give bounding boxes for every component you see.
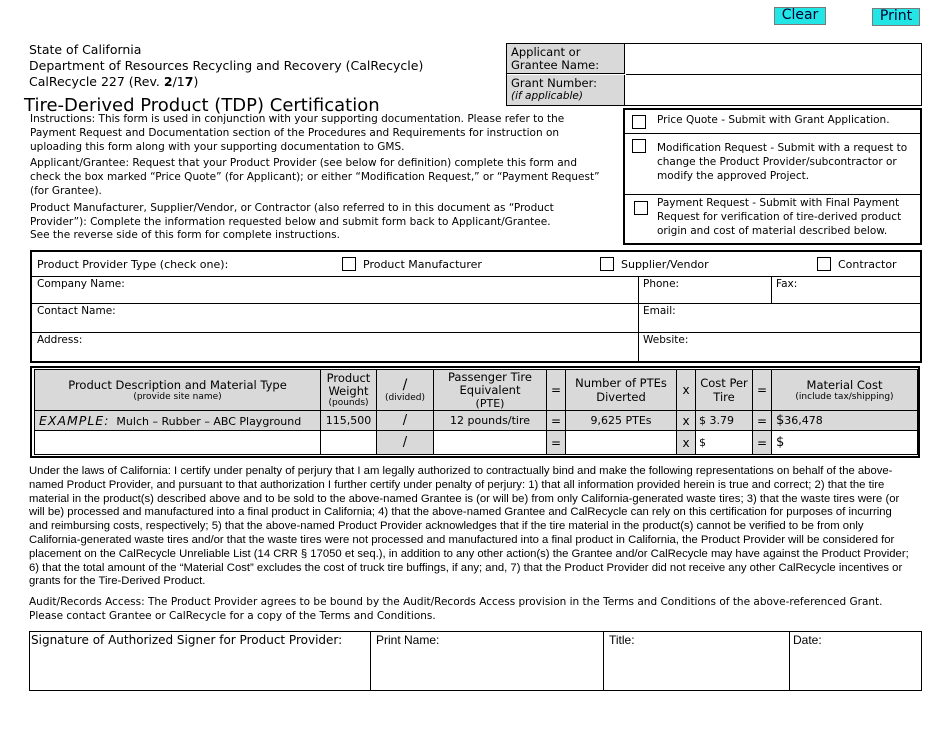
address-label: Address: bbox=[37, 334, 83, 346]
header-department: Department of Resources Recycling and Recovery (CalRecycle) bbox=[29, 58, 424, 73]
example-label: EXAMPLE: bbox=[39, 413, 110, 428]
header-divided bbox=[377, 370, 434, 411]
entry-material-cost-field[interactable]: $ bbox=[772, 431, 918, 455]
applicant-name-field[interactable] bbox=[626, 44, 921, 75]
table-header-row bbox=[35, 370, 918, 411]
grant-number-field[interactable] bbox=[626, 75, 921, 105]
website-label: Website: bbox=[643, 334, 689, 346]
example-number-ptes: 9,625 PTEs bbox=[566, 411, 677, 431]
phone-field[interactable] bbox=[639, 277, 772, 304]
request-payment bbox=[625, 195, 920, 243]
example-row bbox=[35, 411, 918, 431]
email-label: Email: bbox=[643, 305, 676, 317]
example-desc-text: Mulch – Rubber – ABC Playground bbox=[116, 415, 302, 428]
website-field[interactable] bbox=[639, 333, 920, 361]
price-quote-checkbox[interactable] bbox=[632, 115, 646, 129]
header-weight-sub: (pounds) bbox=[328, 398, 369, 408]
header-mat-sub: (include tax/shipping) bbox=[795, 392, 894, 402]
entry-weight-field[interactable] bbox=[321, 431, 377, 455]
header-state: State of California bbox=[29, 42, 142, 57]
date-label: Date: bbox=[793, 633, 822, 647]
example-material-cost bbox=[772, 411, 918, 431]
entry-times: x bbox=[677, 431, 696, 455]
payment-request-label: Payment Request - Submit with Final Payment Request for verification of tire-derived product origin and cost of material described below. bbox=[657, 197, 902, 237]
entry-pte-field[interactable] bbox=[434, 431, 547, 455]
header-product-description bbox=[35, 370, 321, 411]
grant-number-text: Grant Number: bbox=[511, 76, 598, 90]
company-name-label: Company Name: bbox=[37, 278, 125, 290]
example-weight: 115,500 bbox=[321, 411, 377, 431]
header-product-weight bbox=[321, 370, 377, 411]
entry-number-ptes-field[interactable] bbox=[566, 431, 677, 455]
signature-label: Signature of Authorized Signer for Product Provider: bbox=[31, 633, 343, 647]
applicant-name-label: Applicant or Grantee Name: bbox=[507, 44, 625, 74]
example-times: x bbox=[677, 411, 696, 431]
phone-label: Phone: bbox=[643, 278, 680, 290]
supplier-vendor-checkbox[interactable] bbox=[600, 257, 614, 271]
fax-field[interactable] bbox=[772, 277, 920, 304]
header-div-sub: (divided) bbox=[384, 393, 426, 403]
header-pte-text: Passenger Tire Equivalent bbox=[448, 369, 532, 397]
material-cost-table bbox=[30, 366, 920, 458]
example-cost: $ 3.79 bbox=[696, 411, 753, 431]
header-equals-2: = bbox=[753, 370, 772, 411]
header-desc-text: Product Description and Material Type bbox=[68, 378, 287, 392]
example-mat-value: 36,478 bbox=[784, 414, 823, 427]
provider-type-row bbox=[32, 252, 920, 277]
title-field[interactable] bbox=[604, 632, 790, 690]
entry-row bbox=[35, 431, 918, 455]
modification-request-label: Modification Request - Submit with a request to change the Product Provider/subcontractor or modify the approved Project. bbox=[657, 142, 908, 182]
modification-request-checkbox[interactable] bbox=[632, 139, 646, 153]
grant-number-label bbox=[507, 75, 625, 105]
supplier-vendor-label: Supplier/Vendor bbox=[621, 258, 709, 271]
header-desc-sub: (provide site name) bbox=[133, 392, 222, 402]
price-quote-label: Price Quote - Submit with Grant Application. bbox=[657, 114, 890, 126]
example-description bbox=[35, 411, 321, 431]
address-field[interactable] bbox=[32, 333, 639, 361]
clear-button[interactable]: Clear bbox=[774, 7, 826, 25]
header-weight-text: Product Weight bbox=[326, 371, 371, 398]
page-title: Tire-Derived Product (TDP) Certification bbox=[24, 95, 380, 116]
form-rev-close: ) bbox=[193, 74, 199, 89]
example-mat-sign: $ bbox=[776, 413, 785, 428]
entry-equals: = bbox=[547, 431, 566, 455]
header-pte-sub: (PTE) bbox=[475, 396, 505, 410]
grant-number-sub: (if applicable) bbox=[511, 90, 583, 102]
form-rev-month: 2 bbox=[163, 74, 173, 89]
form-rev-mid: /1 bbox=[172, 74, 185, 89]
signature-field[interactable] bbox=[30, 632, 371, 690]
form-rev-year: 7 bbox=[184, 74, 194, 89]
entry-divide: / bbox=[377, 431, 434, 455]
header-material-cost bbox=[772, 370, 918, 411]
title-label: Title: bbox=[609, 633, 635, 647]
date-field[interactable] bbox=[790, 632, 921, 690]
header-form-number bbox=[29, 74, 423, 90]
header-pte bbox=[434, 370, 547, 411]
header-times: x bbox=[677, 370, 696, 411]
instructions-p4: See the reverse side of this form for complete instructions. bbox=[30, 229, 340, 242]
entry-equals-2: = bbox=[753, 431, 772, 455]
header-equals: = bbox=[547, 370, 566, 411]
example-divide: / bbox=[377, 411, 434, 431]
agency-header bbox=[29, 42, 423, 90]
entry-cost-field[interactable]: $ bbox=[696, 431, 753, 455]
product-manufacturer-checkbox[interactable] bbox=[342, 257, 356, 271]
header-cost-per-tire: Cost Per Tire bbox=[696, 370, 753, 411]
example-equals: = bbox=[547, 411, 566, 431]
company-name-field[interactable] bbox=[32, 277, 639, 304]
print-name-label: Print Name: bbox=[376, 633, 440, 647]
contractor-label: Contractor bbox=[838, 258, 897, 271]
header-mat-text: Material Cost bbox=[806, 378, 883, 392]
header-number-ptes: Number of PTEs Diverted bbox=[566, 370, 677, 411]
example-equals-2: = bbox=[753, 411, 772, 431]
signature-section bbox=[29, 631, 922, 691]
contractor-checkbox[interactable] bbox=[817, 257, 831, 271]
instructions bbox=[30, 113, 605, 243]
applicant-box bbox=[506, 43, 922, 106]
header-div-symbol: / bbox=[402, 377, 408, 393]
request-price-quote bbox=[625, 110, 920, 134]
print-name-field[interactable] bbox=[371, 632, 604, 690]
payment-request-checkbox[interactable] bbox=[634, 201, 648, 215]
certification-text: Under the laws of California: I certify under penalty of perjury that I am legally authorized to contractually bind and make the following representations on behalf of the above-named Product Provider, and pursuant to that authorization I further certify under penalty of perjury: 1) that all information provided herein is true and correct; 2) that the tire material in the product(s) described above and to be sold to the above-named Grantee is (or will be) from only California-generated waste tires; 3) that the waste tires were (or will be) processed and manufactured into a final product in California; 4) that the above-named Grantee and CalRecycle can rely on this certification for purposes of incurring and reimbursing costs, respectively; 5) that the above-named Product Provider acknowledges that if the tire material in the product(s) cannot be verified to be from only California-generated waste tires and/or that the waste tires were not processed and manufactured into a final product in California, the Product Provider will be considered for placement on the CalRecycle Unreliable List (14 CRR § 17050 et seq.), in addition to any other action(s) the Grantee and/or CalRecycle may have against the Product Provider; 6) that the total amount of the “Material Cost” excludes the cost of truck tire buffings, if any; and, 7) that the Product Provider did not receive any other CalRecycle incentives or grants for the Tire-Derived Product. bbox=[29, 465, 909, 588]
contact-name-field[interactable] bbox=[32, 304, 639, 333]
instructions-p2: Applicant/Grantee: Request that your Product Provider (see below for definition) complete this form and check the box marked “Price Quote” (for Applicant); or either “Modification Request,” or “Payment Request” (for Grantee). bbox=[30, 157, 600, 197]
product-manufacturer-label: Product Manufacturer bbox=[363, 258, 482, 271]
audit-records-text: Audit/Records Access: The Product Provider agrees to be bound by the Audit/Records Access provision in the Terms and Conditions of the above-referenced Grant. Please contact Grantee or CalRecycle for a copy of the Terms and Conditions. bbox=[29, 596, 883, 622]
entry-description-field[interactable] bbox=[35, 431, 321, 455]
instructions-p1: Instructions: This form is used in conjunction with your supporting documentation. Please refer to the Payment Request and Documentation section of the Procedures and Requirements for instruction on uploading this form along with your supporting documentation to GMS. bbox=[30, 113, 565, 153]
contact-name-label: Contact Name: bbox=[37, 305, 116, 317]
request-modification bbox=[625, 134, 920, 195]
provider-section bbox=[30, 250, 922, 363]
provider-type-label: Product Provider Type (check one): bbox=[37, 258, 229, 271]
request-type-box bbox=[623, 108, 922, 245]
print-button[interactable]: Print bbox=[872, 8, 920, 26]
email-field[interactable] bbox=[639, 304, 920, 333]
form-number-prefix: CalRecycle 227 (Rev. bbox=[29, 74, 164, 89]
fax-label: Fax: bbox=[776, 278, 798, 290]
instructions-p3: Product Manufacturer, Supplier/Vendor, or Contractor (also referred to in this document as “Product Provider”): Complete the information requested below and submit form back to Applicant/Grantee. bbox=[30, 201, 554, 228]
example-pte: 12 pounds/tire bbox=[434, 411, 547, 431]
